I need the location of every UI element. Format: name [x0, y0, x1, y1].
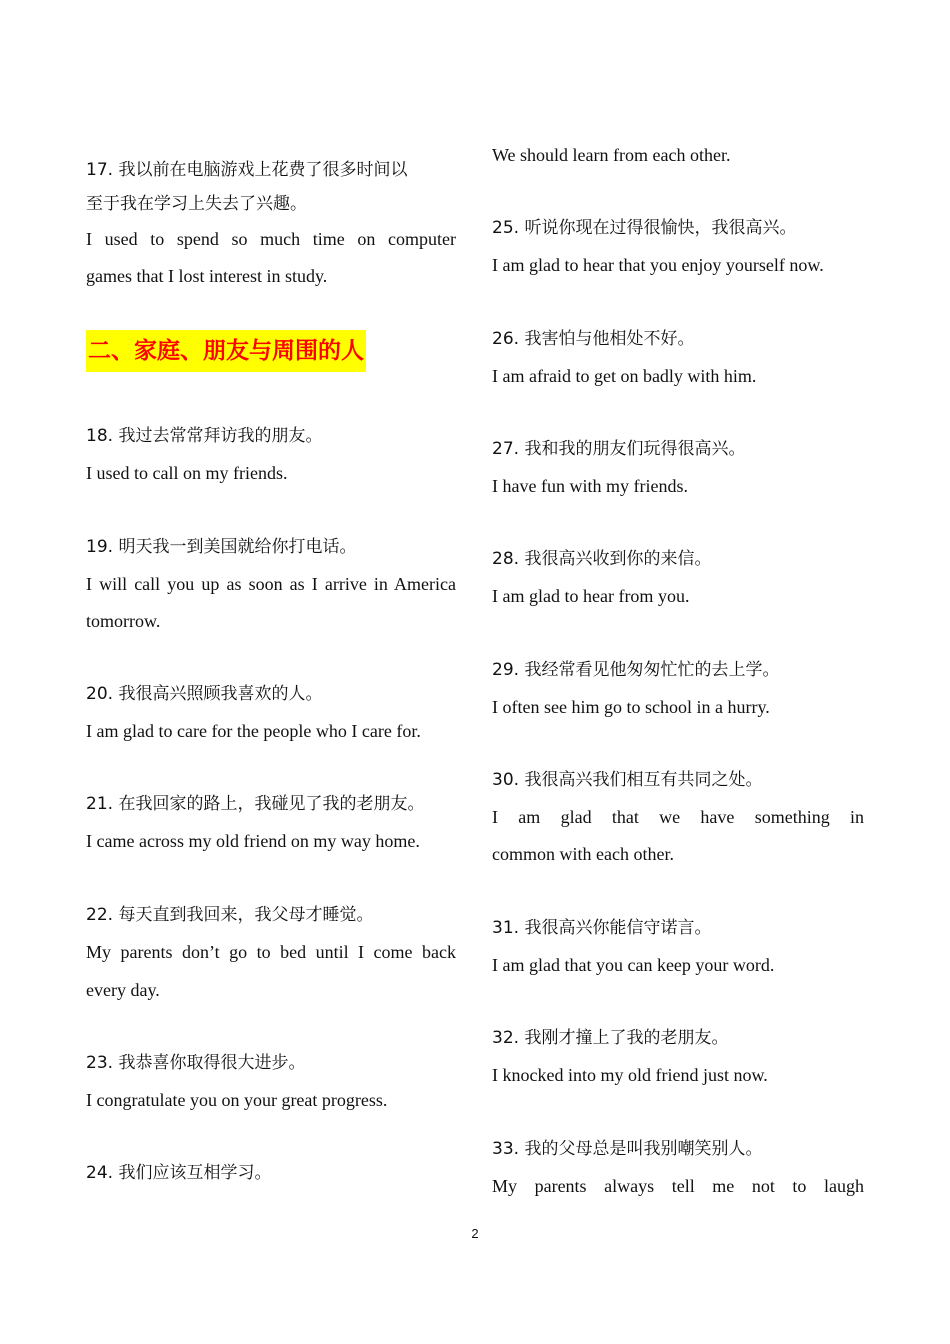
- entry-17-chinese-line-1: 17. 我以前在电脑游戏上花费了很多时间以: [86, 160, 408, 180]
- entry-27-chinese: 27. 我和我的朋友们玩得很高兴。: [492, 439, 746, 459]
- entry-26-chinese: 26. 我害怕与他相处不好。: [492, 329, 695, 349]
- entry-20-chinese: 20. 我很高兴照顾我喜欢的人。: [86, 684, 323, 704]
- entry-18-english: I used to call on my friends.: [86, 463, 288, 483]
- entry-31-chinese: 31. 我很高兴你能信守诺言。: [492, 918, 712, 938]
- entry-25-chinese: 25. 听说你现在过得很愉快，我很高兴。: [492, 218, 797, 238]
- entry-30-english-line-2: common with each other.: [492, 844, 674, 864]
- entry-26-english: I am afraid to get on badly with him.: [492, 366, 757, 386]
- entry-20-english: I am glad to care for the people who I care for.: [86, 721, 421, 741]
- entry-29-english: I often see him go to school in a hurry.: [492, 697, 770, 717]
- entry-30-chinese: 30. 我很高兴我们相互有共同之处。: [492, 770, 763, 790]
- entry-19-english-line-1: I will call you up as soon as I arrive in America: [86, 574, 456, 594]
- entry-33-english-line-1: My parents always tell me not to laugh: [492, 1176, 864, 1196]
- entry-17-english-line-1: I used to spend so much time on computer: [86, 229, 456, 249]
- entry-32-chinese: 32. 我刚才撞上了我的老朋友。: [492, 1028, 729, 1048]
- entry-24-english: We should learn from each other.: [492, 145, 731, 165]
- entry-28-english: I am glad to hear from you.: [492, 586, 690, 606]
- section-heading: 二、家庭、朋友与周围的人: [86, 330, 366, 372]
- entry-17-chinese-line-2: 至于我在学习上失去了兴趣。: [86, 194, 307, 214]
- entry-22-english-line-1: My parents don’t go to bed until I come back: [86, 942, 456, 962]
- entry-21-english: I came across my old friend on my way home.: [86, 831, 420, 851]
- entry-21-chinese: 21. 在我回家的路上，我碰见了我的老朋友。: [86, 794, 425, 814]
- entry-23-chinese: 23. 我恭喜你取得很大进步。: [86, 1053, 306, 1073]
- entry-23-english: I congratulate you on your great progress.: [86, 1090, 388, 1110]
- entry-22-english-line-2: every day.: [86, 980, 160, 1000]
- entry-29-chinese: 29. 我经常看见他匆匆忙忙的去上学。: [492, 660, 780, 680]
- entry-33-chinese: 33. 我的父母总是叫我别嘲笑别人。: [492, 1139, 763, 1159]
- entry-24-chinese: 24. 我们应该互相学习。: [86, 1163, 272, 1183]
- entry-18-chinese: 18. 我过去常常拜访我的朋友。: [86, 426, 323, 446]
- entry-19-english-line-2: tomorrow.: [86, 611, 161, 631]
- entry-17-english-line-2: games that I lost interest in study.: [86, 266, 328, 286]
- entry-25-english: I am glad to hear that you enjoy yourself now.: [492, 255, 824, 275]
- entry-30-english-line-1: I am glad that we have something in: [492, 807, 864, 827]
- entry-32-english: I knocked into my old friend just now.: [492, 1065, 768, 1085]
- entry-19-chinese: 19. 明天我一到美国就给你打电话。: [86, 537, 357, 557]
- entry-22-chinese: 22. 每天直到我回来，我父母才睡觉。: [86, 905, 374, 925]
- entry-27-english: I have fun with my friends.: [492, 476, 688, 496]
- page-number: 2: [471, 1226, 479, 1241]
- entry-31-english: I am glad that you can keep your word.: [492, 955, 775, 975]
- entry-28-chinese: 28. 我很高兴收到你的来信。: [492, 549, 712, 569]
